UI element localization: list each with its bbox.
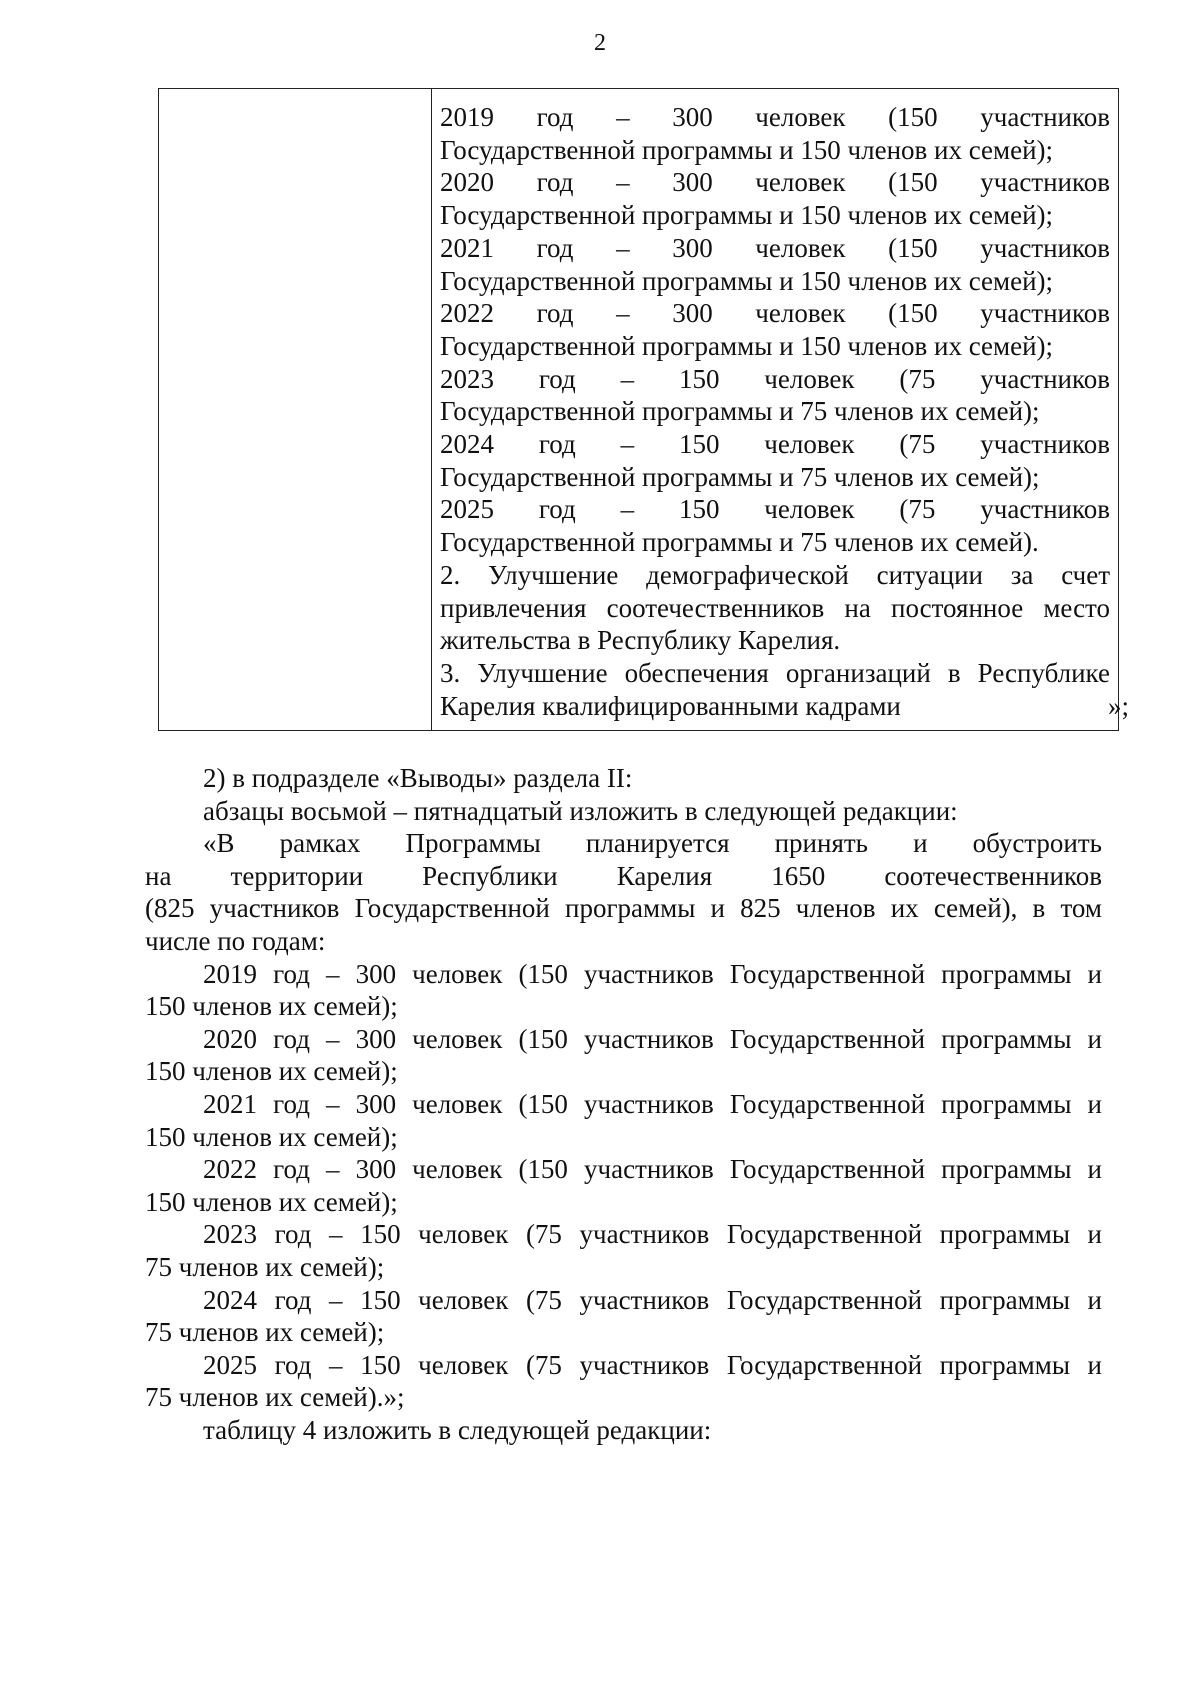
table-cell-left [159, 89, 432, 731]
item-heading [145, 762, 1102, 795]
text-line: «В рамках Программы планируется принять и обустроить [203, 828, 1102, 859]
text-line: (825 участников Государственной программы и 825 членов их семей), в том [145, 893, 1102, 924]
cell-line: 2020 год – 300 человек (150 участников [440, 167, 1110, 198]
text-line: 2019 год – 300 человек (150 участников Государственной программы и [203, 958, 1102, 989]
cell-line: Государственной программы и 75 членов их семей); [440, 396, 1040, 427]
text-line: таблицу 4 изложить в следующей редакции: [203, 1414, 712, 1445]
table-cell-right [432, 89, 1119, 731]
text-line: 2025 год – 150 человек (75 участников Государственной программы и [203, 1349, 1102, 1380]
cell-line: 3. Улучшение обеспечения организаций в Республике [440, 657, 1110, 688]
text-line: 2022 год – 300 человек (150 участников Государственной программы и [203, 1154, 1102, 1185]
cell-line: 2021 год – 300 человек (150 участников [440, 232, 1110, 263]
year-paragraph-2021 [145, 1088, 1102, 1153]
year-paragraph-2023 [145, 1218, 1102, 1283]
text-line: 2021 год – 300 человек (150 участников Государственной программы и [203, 1088, 1102, 1119]
final-instruction [145, 1414, 1102, 1447]
cell-line: 2019 год – 300 человек (150 участников [440, 102, 1110, 132]
cell-line: жительства в Республику Карелия. [440, 625, 841, 656]
indicators-table [158, 88, 1119, 731]
cell-line: привлечения соотечественников на постоянное место [440, 592, 1110, 623]
text-line: 75 членов их семей); [145, 1317, 385, 1348]
cell-line: 2023 год – 150 человек (75 участников [440, 363, 1110, 394]
year-paragraph-2019 [145, 958, 1102, 1023]
cell-line: Карелия квалифицированными кадрами [440, 690, 901, 721]
closing-quote-mark: »; [1108, 691, 1130, 721]
text-line: 2024 год – 150 человек (75 участников Государственной программы и [203, 1284, 1102, 1315]
text-line: 75 членов их семей).»; [145, 1382, 405, 1413]
text-line: абзацы восьмой – пятнадцатый изложить в следующей редакции: [203, 795, 958, 826]
text-line: 150 членов их семей); [145, 1056, 398, 1087]
cell-line: 2024 год – 150 человек (75 участников [440, 429, 1110, 460]
table-row [159, 89, 1119, 731]
document-body [145, 762, 1102, 1446]
cell-line: Государственной программы и 150 членов их семей); [440, 330, 1054, 361]
year-paragraph-2024 [145, 1284, 1102, 1349]
text-line: 75 членов их семей); [145, 1251, 385, 1282]
cell-line: Государственной программы и 75 членов их семей); [440, 461, 1040, 492]
text-line: числе по годам: [145, 925, 326, 956]
year-paragraph-2022 [145, 1153, 1102, 1218]
cell-line: Государственной программы и 150 членов их семей); [440, 134, 1054, 165]
cell-line: Государственной программы и 150 членов их семей); [440, 265, 1054, 296]
cell-line: Государственной программы и 75 членов их семей). [440, 527, 1039, 558]
instruction-paragraph [145, 795, 1102, 828]
text-line: 2020 год – 300 человек (150 участников Государственной программы и [203, 1023, 1102, 1054]
year-paragraph-2025 [145, 1349, 1102, 1414]
text-line: 150 членов их семей); [145, 1121, 398, 1152]
text-line: 2) в подразделе «Выводы» раздела II: [203, 763, 633, 793]
cell-line: Государственной программы и 150 членов их семей); [440, 200, 1054, 231]
quote-paragraph [145, 827, 1102, 957]
cell-line: 2022 год – 300 человек (150 участников [440, 298, 1110, 329]
text-line: 2023 год – 150 человек (75 участников Государственной программы и [203, 1219, 1102, 1250]
cell-line: 2. Улучшение демографической ситуации за счет [440, 559, 1110, 590]
text-line: на территории Республики Карелия 1650 соотечественников [145, 860, 1102, 891]
year-paragraph-2020 [145, 1023, 1102, 1088]
text-line: 150 членов их семей); [145, 991, 398, 1022]
cell-line: 2025 год – 150 человек (75 участников [440, 494, 1110, 525]
text-line: 150 членов их семей); [145, 1186, 398, 1217]
page-number: 2 [594, 30, 606, 56]
